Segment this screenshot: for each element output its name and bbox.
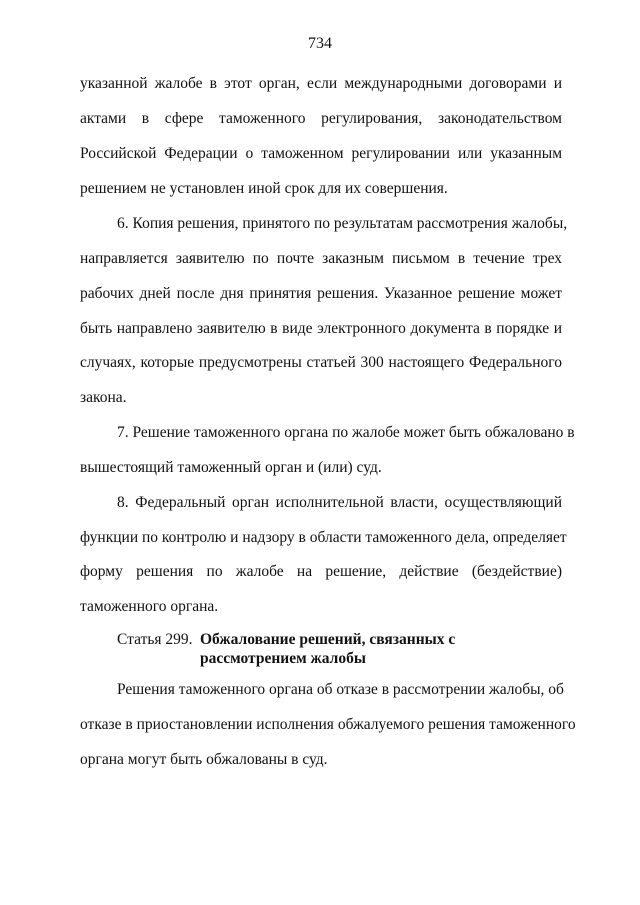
text-line: закона. — [80, 389, 127, 406]
text-line: актами в сфере таможенного регулирования, законодательством — [80, 110, 562, 127]
text-line: Решения таможенного органа об отказе в рассмотрении жалобы, об — [117, 681, 564, 698]
text-line: Российской Федерации о таможенном регулировании или указанным — [80, 145, 562, 162]
text-line: таможенного органа. — [80, 598, 219, 615]
text-line: рабочих дней после дня принятия решения. Указанное решение может — [80, 285, 562, 302]
text-line: 6. Копия решения, принятого по результатам рассмотрения жалобы, — [117, 215, 568, 232]
page-number: 734 — [308, 35, 332, 52]
text-line: функции по контролю и надзору в области таможенного дела, определяет — [80, 529, 567, 546]
text-line: отказе в приостановлении исполнения обжалуемого решения таможенного — [80, 716, 576, 733]
text-line: 8. Федеральный орган исполнительной власти, осуществляющий — [117, 494, 562, 511]
article-label: Статья 299. — [117, 631, 193, 648]
text-line: направляется заявителю по почте заказным письмом в течение трех — [80, 250, 562, 267]
text-line: вышестоящий таможенный орган и (или) суд. — [80, 459, 382, 476]
text-line: быть направлено заявителю в виде электронного документа в порядке и — [80, 320, 562, 337]
article-title: Обжалование решений, связанных с рассмотрением жалобы — [200, 631, 456, 667]
text-line: указанной жалобе в этот орган, если международными договорами и — [80, 75, 562, 92]
text-line: решением не установлен иной срок для их совершения. — [80, 180, 448, 197]
text-line: случаях, которые предусмотрены статьей 300 настоящего Федерального — [80, 354, 562, 371]
text-line: форму решения по жалобе на решение, действие (бездействие) — [80, 563, 562, 580]
text-line: органа могут быть обжалованы в суд. — [80, 751, 328, 768]
text-line: 7. Решение таможенного органа по жалобе может быть обжаловано в — [117, 424, 575, 441]
